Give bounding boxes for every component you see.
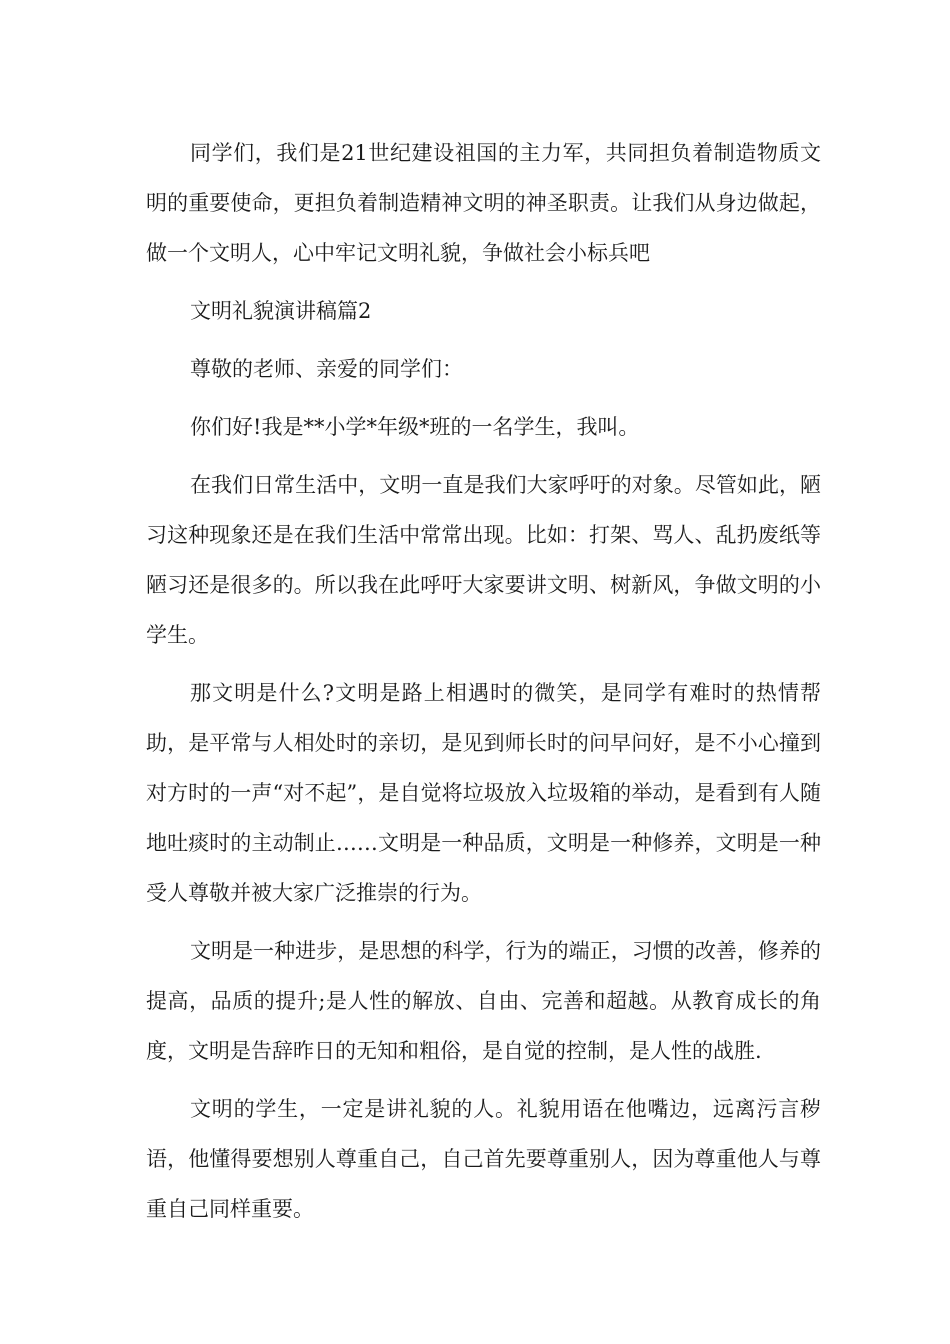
document-body: [146, 128, 821, 1242]
paragraph-intro-closing: 同学们，我们是21世纪建设祖国的主力军，共同担负着制造物质文明的重要使命，更担负着制造精神文明的神圣职责。让我们从身边做起，做一个文明人，心中牢记文明礼貌，争做社会小标兵吧: [146, 141, 821, 265]
section-heading: 文明礼貌演讲稿篇2: [190, 299, 372, 323]
salutation: 尊敬的老师、亲爱的同学们：: [190, 357, 463, 381]
paragraph-what-is-civility: 那文明是什么?文明是路上相遇时的微笑，是同学有难时的热情帮助，是平常与人相处时的亲切，是见到师长时的问早问好，是不小心撞到对方时的一声“对不起”，是自觉将垃圾放入垃圾箱的举动，是看到有人随地吐痰时的主动制止……文明是一种品质，文明是一种修养，文明是一种受人尊敬并被大家广泛推崇的行为。: [146, 681, 821, 905]
paragraph-civility-progress: 文明是一种进步，是思想的科学，行为的端正，习惯的改善，修养的提高，品质的提升;是人性的解放、自由、完善和超越。从教育成长的角度，文明是告辞昨日的无知和粗俗，是自觉的控制，是人性的战胜.: [146, 939, 821, 1063]
paragraph-polite-student: 文明的学生，一定是讲礼貌的人。礼貌用语在他嘴边，远离污言秽语，他懂得要想别人尊重自己，自己首先要尊重别人，因为尊重他人与尊重自己同样重要。: [146, 1097, 821, 1221]
paragraph-daily-life: 在我们日常生活中，文明一直是我们大家呼吁的对象。尽管如此，陋习这种现象还是在我们生活中常常出现。比如：打架、骂人、乱扔废纸等陋习还是很多的。所以我在此呼吁大家要讲文明、树新风，争做文明的小学生。: [146, 473, 821, 647]
greeting-paragraph: 你们好!我是**小学*年级*班的一名学生，我叫。: [190, 415, 640, 439]
